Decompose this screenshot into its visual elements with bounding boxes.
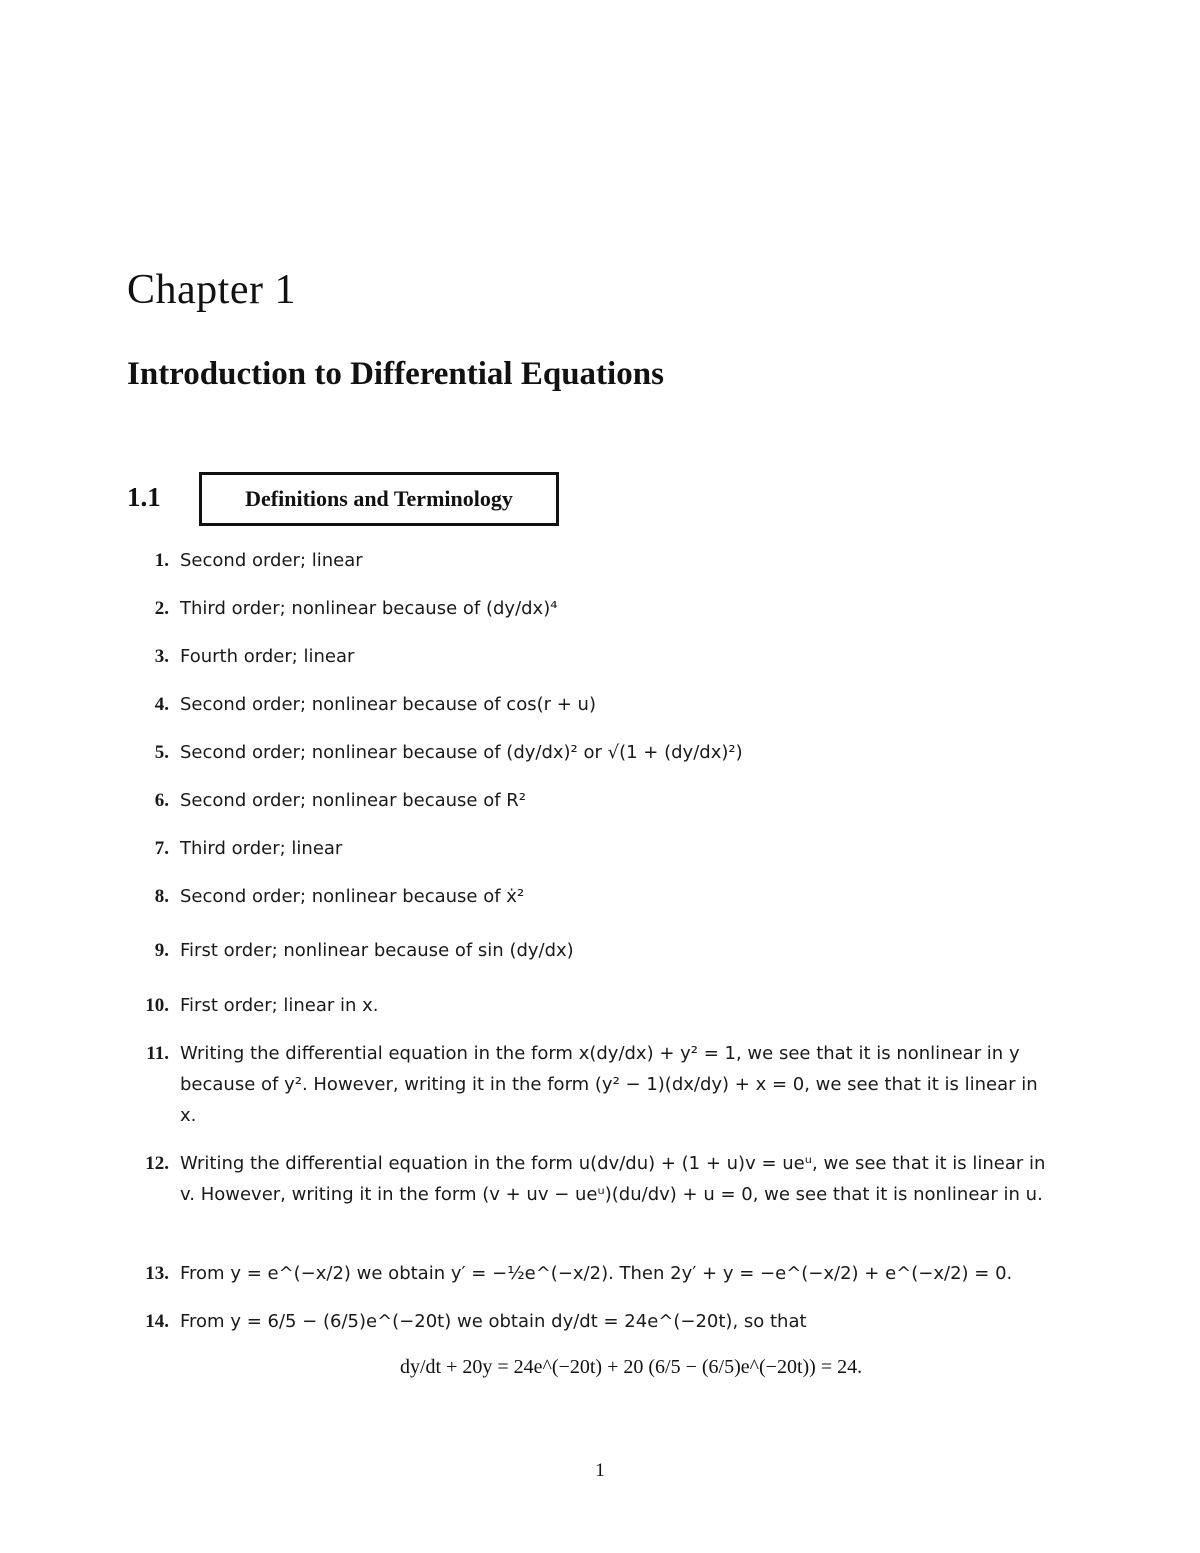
list-item xyxy=(127,593,1047,624)
page-number: 1 xyxy=(595,1460,605,1481)
list-item xyxy=(127,1038,1047,1131)
item-text: First order; linear in x. xyxy=(180,995,379,1016)
item-number: 7. xyxy=(154,838,169,859)
list-item xyxy=(127,1258,1047,1289)
item-text: Second order; nonlinear because of cos(r + u) xyxy=(180,694,596,715)
item-text: Writing the differential equation in the form x(dy/dx) + y² = 1, we see that it is nonlinear in y because of y². However, writing it in the form (y² − 1)(dx/dy) + x = 0, we see that it is linear in x. xyxy=(180,1043,1038,1126)
list-item xyxy=(127,1148,1047,1210)
list-item xyxy=(127,785,1047,816)
display-equation: dy/dt + 20y = 24e^(−20t) + 20 (6/5 − (6/5)e^(−20t)) = 24. xyxy=(400,1356,863,1378)
item-number: 12. xyxy=(145,1153,169,1174)
list-item xyxy=(127,545,1047,576)
list-item xyxy=(127,737,1047,768)
item-text: From y = 6/5 − (6/5)e^(−20t) we obtain dy/dt = 24e^(−20t), so that xyxy=(180,1311,807,1332)
list-item xyxy=(127,1306,1047,1337)
section-title: Definitions and Terminology xyxy=(245,486,513,511)
section-number: 1.1 xyxy=(127,482,161,512)
item-text: Second order; nonlinear because of (dy/dx)² or √(1 + (dy/dx)²) xyxy=(180,742,743,763)
chapter-title: Introduction to Differential Equations xyxy=(127,356,664,392)
item-text: From y = e^(−x/2) we obtain y′ = −½e^(−x/2). Then 2y′ + y = −e^(−x/2) + e^(−x/2) = 0. xyxy=(180,1263,1013,1284)
item-text: Second order; nonlinear because of ẋ² xyxy=(180,886,525,907)
item-number: 5. xyxy=(154,742,169,763)
list-item xyxy=(127,641,1047,672)
item-text: First order; nonlinear because of sin (dy/dx) xyxy=(180,940,574,961)
item-text: Third order; linear xyxy=(180,838,343,859)
item-number: 9. xyxy=(154,940,169,961)
item-text: Writing the differential equation in the form u(dv/du) + (1 + u)v = ueᵘ, we see that it is linear in v. However, writing it in the form (v + uv − ueᵘ)(du/dv) + u = 0, we see that it is nonlinear in u. xyxy=(180,1153,1046,1205)
chapter-label: Chapter 1 xyxy=(127,267,296,313)
item-text: Second order; linear xyxy=(180,550,363,571)
item-number: 14. xyxy=(145,1311,169,1332)
item-number: 3. xyxy=(154,646,169,667)
list-item xyxy=(127,935,1047,966)
item-number: 6. xyxy=(154,790,169,811)
item-number: 10. xyxy=(145,995,169,1016)
section-title-box xyxy=(199,472,559,526)
list-item xyxy=(127,833,1047,864)
item-number: 1. xyxy=(154,550,169,571)
item-text: Fourth order; linear xyxy=(180,646,355,667)
item-number: 2. xyxy=(154,598,169,619)
item-text: Second order; nonlinear because of R² xyxy=(180,790,527,811)
item-number: 11. xyxy=(146,1043,169,1064)
list-item xyxy=(127,990,1047,1021)
item-number: 13. xyxy=(145,1263,169,1284)
list-item xyxy=(127,689,1047,720)
item-number: 8. xyxy=(154,886,169,907)
item-text: Third order; nonlinear because of (dy/dx)⁴ xyxy=(180,598,558,619)
list-item xyxy=(127,881,1047,912)
item-number: 4. xyxy=(154,694,169,715)
